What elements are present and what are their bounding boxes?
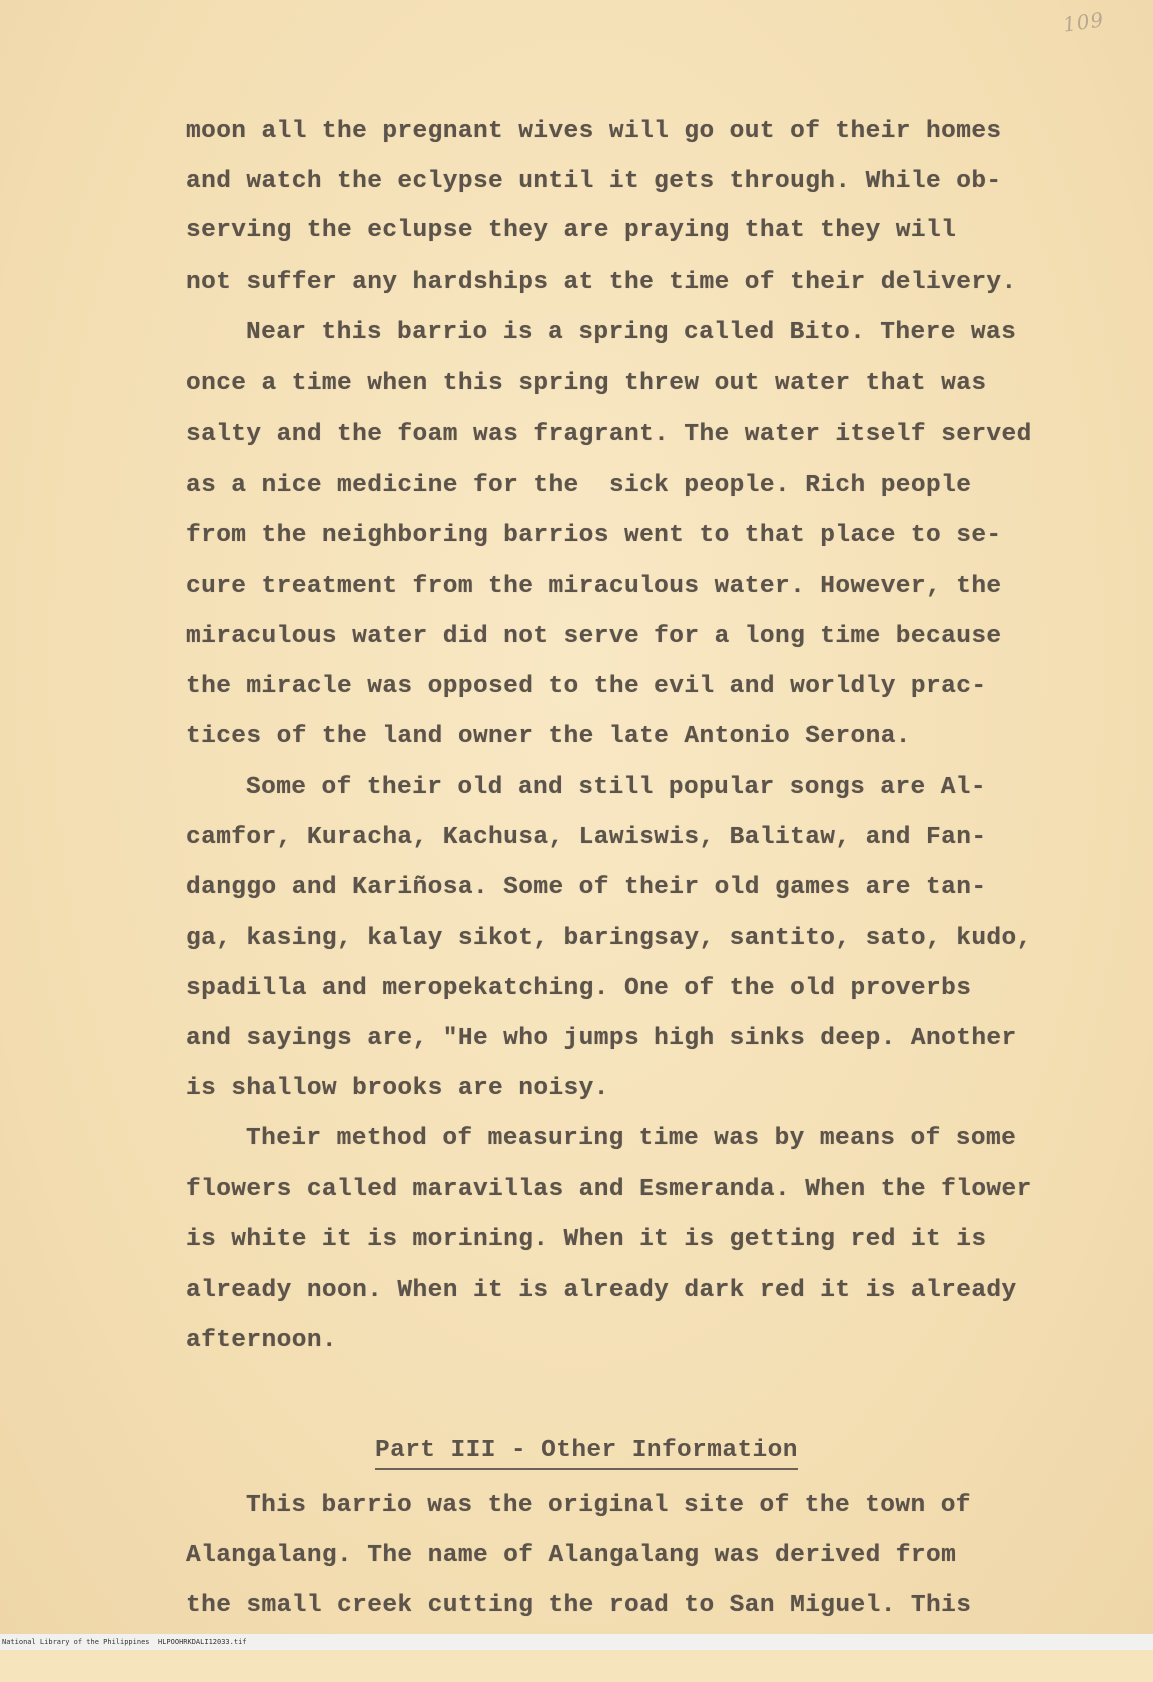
text-line: and sayings are, "He who jumps high sinks deep. Another — [186, 1025, 1017, 1052]
text-line: moon all the pregnant wives will go out of their homes — [186, 118, 1002, 145]
text-line: miraculous water did not serve for a long time because — [186, 623, 1002, 650]
text-line: tices of the land owner the late Antonio Serona. — [186, 723, 911, 750]
text-line: already noon. When it is already dark red it is already — [186, 1277, 1017, 1304]
text-line: Some of their old and still popular songs are Al- — [246, 774, 987, 801]
section-heading: Part III - Other Information — [375, 1436, 798, 1470]
text-line: not suffer any hardships at the time of their delivery. — [186, 269, 1017, 296]
text-line: once a time when this spring threw out water that was — [186, 370, 987, 397]
text-line: afternoon. — [186, 1327, 338, 1354]
text-line: Alangalang. The name of Alangalang was derived from — [186, 1542, 957, 1569]
text-line: ga, kasing, kalay sikot, baringsay, santito, sato, kudo, — [186, 925, 1032, 952]
footer-library: National Library of the Philippines — [2, 1638, 150, 1646]
text-line: danggo and Kariñosa. Some of their old games are tan- — [186, 874, 987, 901]
text-line: from the neighboring barrios went to that place to se- — [186, 522, 1002, 549]
text-line: the miracle was opposed to the evil and worldly prac- — [186, 673, 987, 700]
text-line: is white it is morining. When it is getting red it is — [186, 1226, 987, 1253]
text-line: Near this barrio is a spring called Bito. There was — [246, 319, 1017, 346]
text-line: salty and the foam was fragrant. The water itself served — [186, 421, 1032, 448]
text-line: camfor, Kuracha, Kachusa, Lawiswis, Balitaw, and Fan- — [186, 824, 987, 851]
text-line: and watch the eclypse until it gets through. While ob- — [186, 168, 1002, 195]
text-line: flowers called maravillas and Esmeranda. When the flower — [186, 1176, 1032, 1203]
text-line: as a nice medicine for the sick people. Rich people — [186, 472, 972, 499]
text-line: cure treatment from the miraculous water. However, the — [186, 573, 1002, 600]
text-line: Their method of measuring time was by means of some — [246, 1125, 1017, 1152]
text-line: spadilla and meropekatching. One of the old proverbs — [186, 975, 972, 1002]
text-line: serving the eclupse they are praying that they will — [186, 217, 957, 244]
archive-footer — [0, 1634, 1153, 1650]
text-line: is shallow brooks are noisy. — [186, 1075, 609, 1102]
text-line: This barrio was the original site of the town of — [246, 1492, 971, 1519]
footer-file: HLPOOHRKDALI12033.tif — [158, 1638, 247, 1646]
page-number: 109 — [1061, 7, 1106, 37]
text-line: the small creek cutting the road to San Miguel. This — [186, 1592, 972, 1619]
